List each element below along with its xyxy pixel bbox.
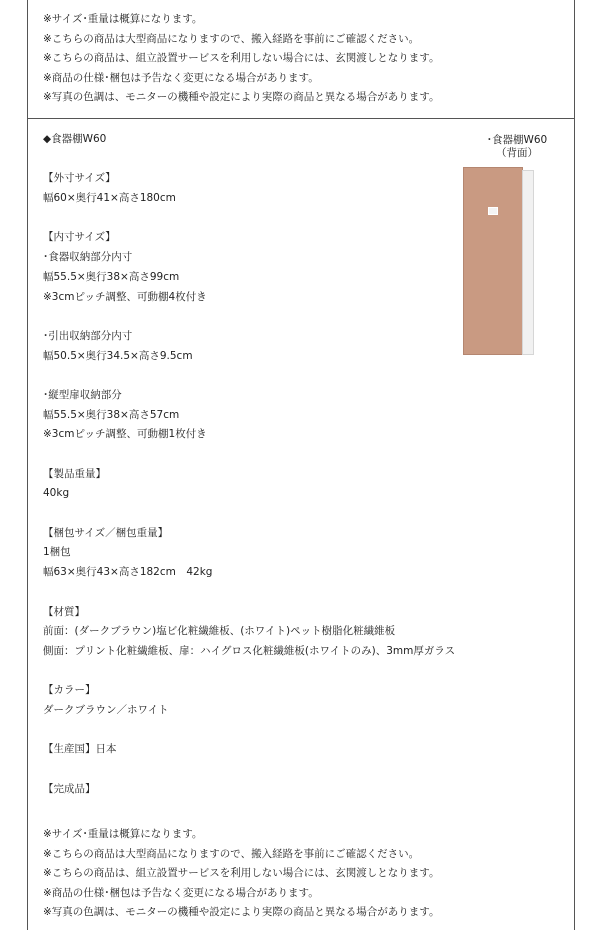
product-title: ◆食器棚W60 xyxy=(43,133,107,145)
cabinet-back-image xyxy=(463,167,535,357)
figure-caption xyxy=(469,134,565,160)
spec-content xyxy=(43,130,463,799)
inner-door-label: ･縦型扉収納部分 xyxy=(43,388,122,401)
weight-heading: 【製品重量】 xyxy=(43,467,106,480)
inner-door-note: ※3cmピッチ調整、可動棚1枚付き xyxy=(43,428,207,441)
note-assembly: ※こちらの商品は、組立設置サービスを利用しない場合には、玄関渡しとなります。 xyxy=(43,867,440,879)
note-delivery-route: ※こちらの商品は大型商品になりますので、搬入経路を事前にご確認ください。 xyxy=(43,847,420,860)
weight-value: 40kg xyxy=(43,487,70,500)
cabinet-label-sticker xyxy=(488,207,498,215)
outer-size-value: 幅60×奥行41×高さ180cm xyxy=(43,192,176,205)
note-size: ※サイズ･重量は概算になります。 xyxy=(43,13,203,25)
note-delivery-route: ※こちらの商品は大型商品になりますので、搬入経路を事前にご確認ください。 xyxy=(43,32,420,45)
inner-drawer-value: 幅50.5×奥行34.5×高さ9.5cm xyxy=(43,349,193,362)
material-front: 前面：(ダークブラウン)塩ビ化粧繊維板、(ホワイト)ペット樹脂化粧繊維板 xyxy=(43,625,396,638)
bottom-notes xyxy=(43,825,439,923)
note-assembly: ※こちらの商品は、組立設置サービスを利用しない場合には、玄関渡しとなります。 xyxy=(43,52,440,64)
note-size: ※サイズ･重量は概算になります。 xyxy=(43,828,203,840)
package-count: 1梱包 xyxy=(43,546,71,559)
section-divider xyxy=(28,118,574,119)
figure-caption-sub: （背面） xyxy=(496,147,538,159)
material-side: 側面：プリント化粧繊維板、扉：ハイグロス化粧繊維板(ホワイトのみ)、3mm厚ガラス xyxy=(43,644,456,657)
note-spec-change: ※商品の仕様･梱包は予告なく変更になる場合があります。 xyxy=(43,886,319,899)
material-heading: 【材質】 xyxy=(43,605,85,618)
inner-drawer-label: ･引出収納部分内寸 xyxy=(43,329,133,342)
note-color-tone: ※写真の色調は、モニターの機種や設定により実際の商品と異なる場合があります。 xyxy=(43,91,440,103)
origin: 【生産国】日本 xyxy=(43,743,117,756)
inner-dish-label: ･食器収納部分内寸 xyxy=(43,251,133,264)
figure-caption-title: ･食器棚W60 xyxy=(486,134,548,146)
package-value: 幅63×奥行43×高さ182cm 42kg xyxy=(43,566,213,579)
cabinet-side-panel xyxy=(522,170,534,355)
outer-size-heading: 【外寸サイズ】 xyxy=(43,172,116,185)
inner-size-heading: 【内寸サイズ】 xyxy=(43,231,116,244)
inner-dish-value: 幅55.5×奥行38×高さ99cm xyxy=(43,270,180,283)
spec-frame xyxy=(27,0,575,930)
note-color-tone: ※写真の色調は、モニターの機種や設定により実際の商品と異なる場合があります。 xyxy=(43,906,440,918)
cabinet-back-panel xyxy=(463,167,523,355)
inner-door-value: 幅55.5×奥行38×高さ57cm xyxy=(43,408,180,421)
color-heading: 【カラー】 xyxy=(43,684,96,697)
inner-dish-note: ※3cmピッチ調整、可動棚4枚付き xyxy=(43,290,207,303)
color-value: ダークブラウン／ホワイト xyxy=(43,703,169,716)
finish-heading: 【完成品】 xyxy=(43,782,96,795)
top-notes xyxy=(43,10,439,108)
note-spec-change: ※商品の仕様･梱包は予告なく変更になる場合があります。 xyxy=(43,71,319,84)
package-heading: 【梱包サイズ／梱包重量】 xyxy=(43,526,169,539)
